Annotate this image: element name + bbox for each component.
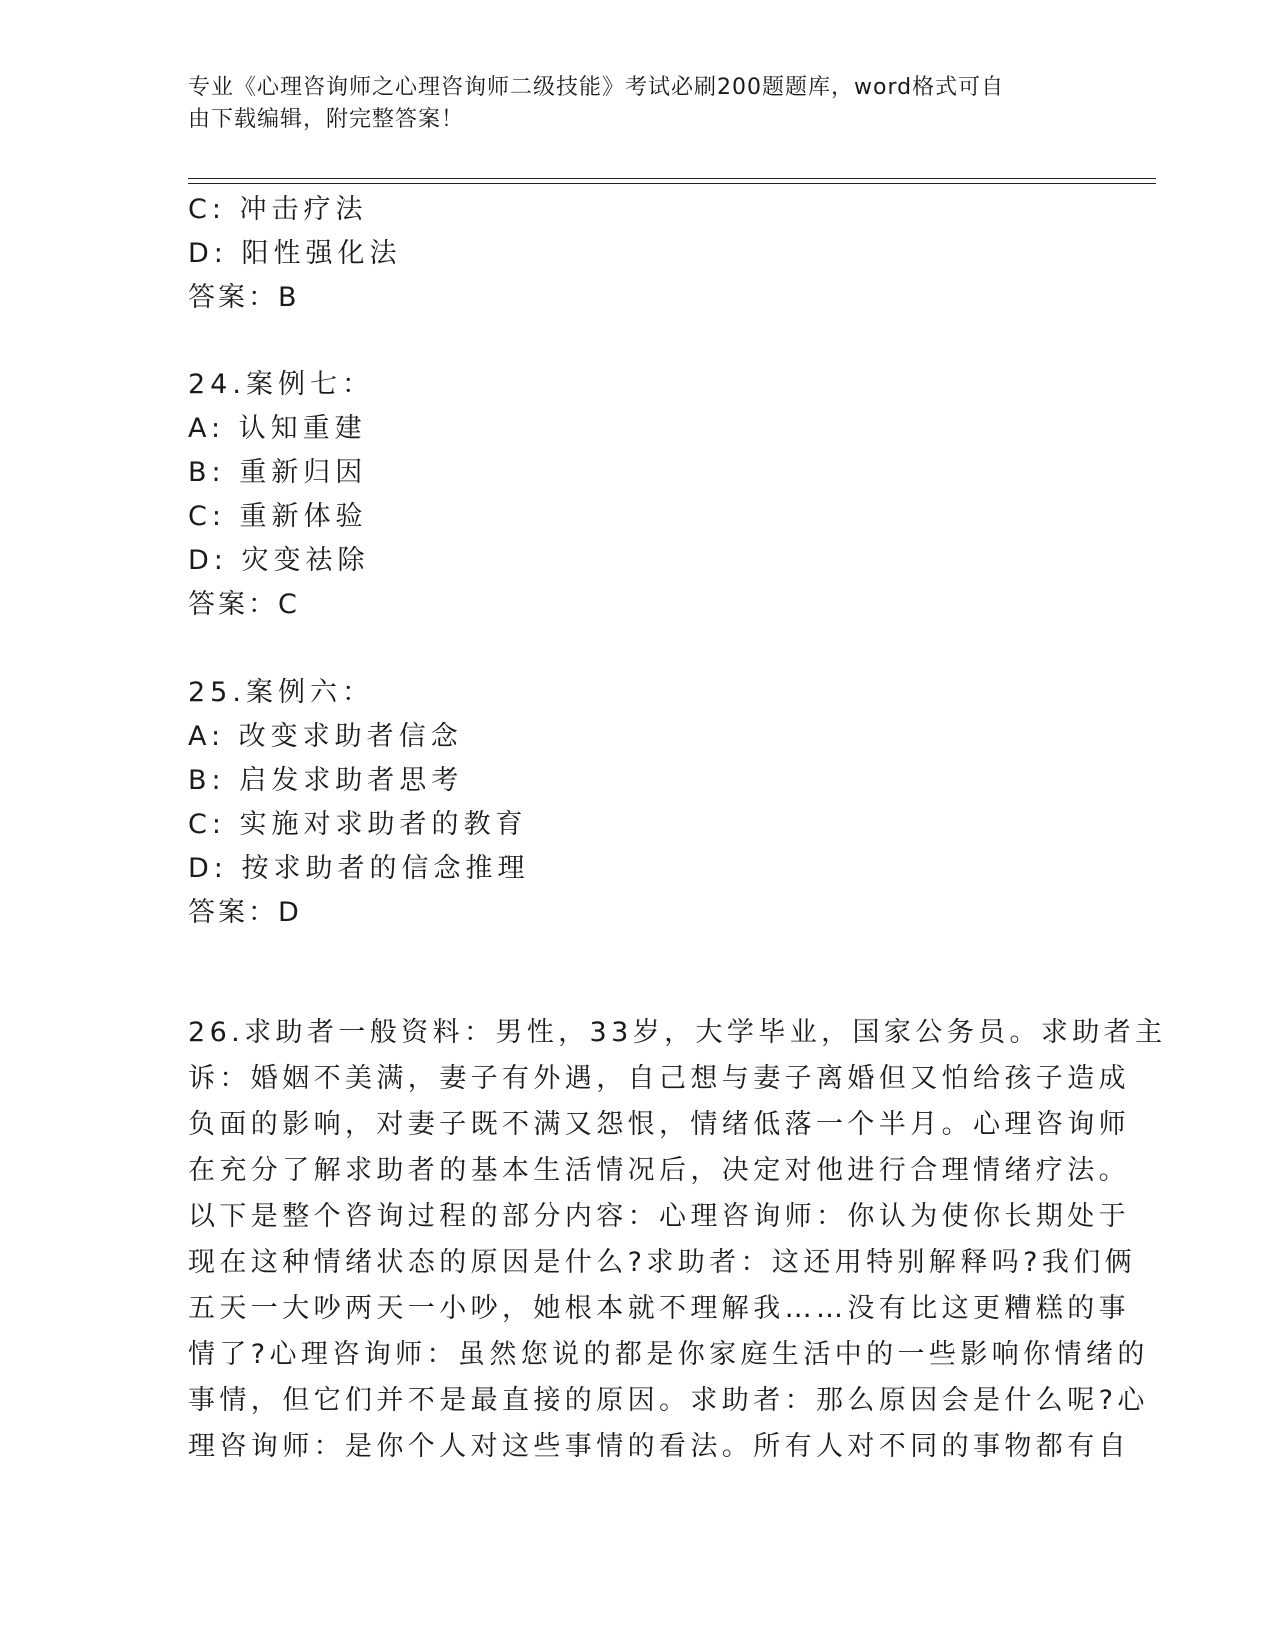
q24-answer: 答案：C (188, 589, 300, 620)
q26-line: 以下是整个咨询过程的部分内容：心理咨询师：你认为使你长期处于 (188, 1201, 1130, 1232)
header-title-line-2: 由下载编辑，附完整答案！ (188, 107, 465, 132)
q24-option-a: A: 认知重建 (188, 413, 367, 444)
document-header (188, 72, 1068, 136)
q26-line: 诉：婚姻不美满，妻子有外遇，自己想与妻子离婚但又怕给孩子造成 (188, 1063, 1130, 1094)
header-divider-bottom (188, 183, 1156, 184)
q26-line: 五天一大吵两天一小吵，她根本就不理解我……没有比这更糟糕的事 (188, 1293, 1130, 1324)
q23-answer: 答案：B (188, 282, 300, 313)
q25-option-d: D: 按求助者的信念推理 (188, 853, 530, 884)
q24-option-d: D: 灾变祛除 (188, 545, 370, 576)
q25-option-b: B: 启发求助者思考 (188, 765, 464, 796)
q24-option-c: C: 重新体验 (188, 501, 368, 532)
header-title-line-1: 专业《心理咨询师之心理咨询师二级技能》考试必刷200题题库，word格式可自 (188, 75, 1005, 100)
q25-option-c: C: 实施对求助者的教育 (188, 809, 528, 840)
q25-answer: 答案：D (188, 897, 302, 928)
q23-option-c: C: 冲击疗法 (188, 194, 368, 225)
q26-line: 在充分了解求助者的基本生活情况后，决定对他进行合理情绪疗法。 (188, 1155, 1130, 1186)
q26-line: 26.求助者一般资料：男性，33岁，大学毕业，国家公务员。求助者主 (188, 1017, 1167, 1048)
q24-stem: 24.案例七： (188, 369, 374, 400)
q26-line: 事情，但它们并不是最直接的原因。求助者：那么原因会是什么呢?心 (188, 1385, 1149, 1416)
q26-line: 理咨询师：是你个人对这些事情的看法。所有人对不同的事物都有自 (188, 1431, 1130, 1462)
q26-line: 负面的影响，对妻子既不满又怨恨，情绪低落一个半月。心理咨询师 (188, 1109, 1130, 1140)
q25-stem: 25.案例六： (188, 677, 374, 708)
q24-option-b: B: 重新归因 (188, 457, 368, 488)
q26-paragraph (188, 1010, 1167, 1470)
q23-option-d: D: 阳性强化法 (188, 238, 402, 269)
q26-line: 情了?心理咨询师：虽然您说的都是你家庭生活中的一些影响你情绪的 (188, 1339, 1149, 1370)
header-divider-top (188, 178, 1156, 179)
q26-line: 现在这种情绪状态的原因是什么?求助者：这还用特别解释吗?我们俩 (188, 1247, 1137, 1278)
q25-option-a: A: 改变求助者信念 (188, 721, 463, 752)
